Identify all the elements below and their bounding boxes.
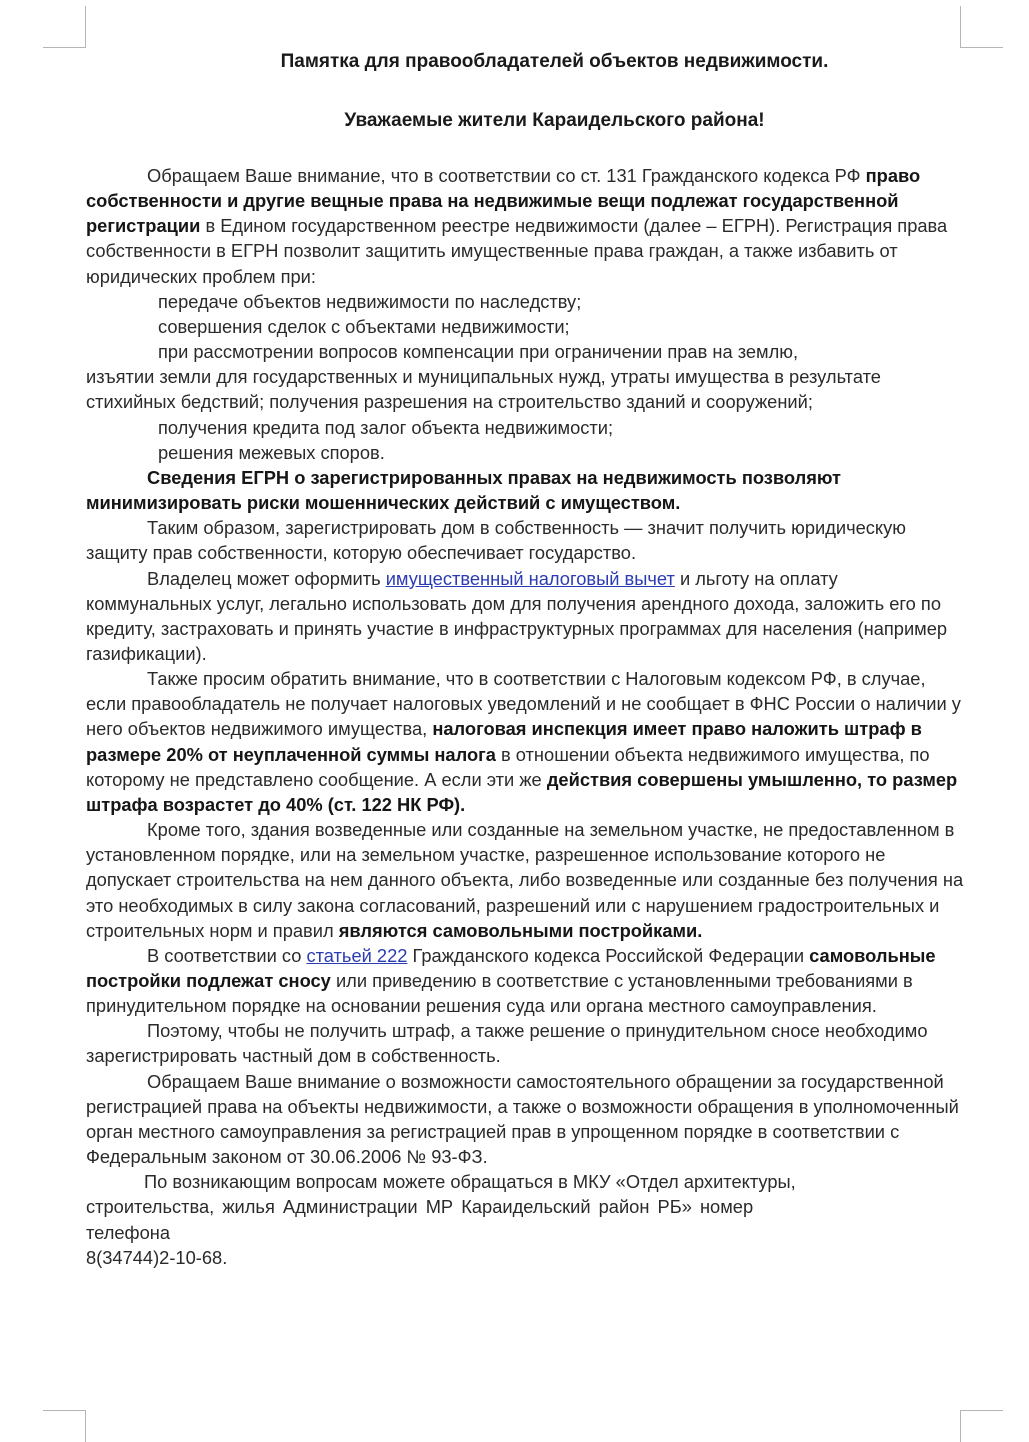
crop-mark-bottom-right	[960, 1410, 1003, 1442]
paragraph-article-222: В соответствии со статьей 222 Гражданского кодекса Российской Федерации самовольные постройки подлежат сносу или приведению в соответствие с установленными требованиями в принудительном порядке на основании решения суда или органа местного самоуправления.	[86, 944, 936, 1017]
paragraph-owner-benefits: Владелец может оформить имущественный налоговый вычет и льготу на оплату коммунальных услуг, легально использовать дом для получения арендного дохода, заложить его по кредиту, застраховать и принять участие в инфраструктурных программах для населения (например газификации).	[86, 567, 948, 664]
bullet-item: решения межевых споров.	[158, 441, 385, 463]
article-222-link[interactable]: статьей 222	[306, 944, 408, 966]
paragraph-tax-fine: Также просим обратить внимание, что в соответствии с Налоговым кодексом РФ, в случае, если правообладатель не получает налоговых уведомлений и не сообщает в ФНС России о наличии у него объектов недвижимого имущества, налоговая инспекция имеет право наложить штраф в размере 20% от неуплаченной суммы налога в отношении объекта недвижимого имущества, по которому не представлено сообщение. А если эти же действия совершены умышленно, то размер штрафа возрастет до 40% (ст. 122 НК РФ).	[86, 668, 961, 815]
contact-line-2: строительства, жилья Администрации МР Караидельский район РБ» номер	[86, 1196, 754, 1218]
contact-phone: 8(34744)2-10-68.	[86, 1246, 228, 1268]
bullet-item: совершения сделок с объектами недвижимости;	[158, 315, 570, 337]
paragraph-registration: Обращаем Ваше внимание, что в соответствии со ст. 131 Гражданского кодекса РФ право собственности и другие вещные права на недвижимые вещи подлежат государственной регистрации в Едином государственном реестре недвижимости (далее – ЕГРН). Регистрация права собственности в ЕГРН позволит защитить имущественные права граждан, а также избавить от юридических проблем при:	[86, 165, 948, 287]
crop-mark-top-left	[43, 6, 86, 48]
contact-line-1: По возникающим вопросам можете обращаться в МКУ «Отдел архитектуры,	[144, 1171, 796, 1193]
memo-title: Памятка для правообладателей объектов недвижимости.	[280, 51, 829, 72]
bullet-continuation: изъятии земли для государственных и муниципальных нужд, утраты имущества в результате стихийных бедствий; получения разрешения на строительство зданий и сооружений;	[86, 366, 881, 413]
paragraph-legal-protection: Таким образом, зарегистрировать дом в собственность — значит получить юридическую защиту прав собственности, которую обеспечивает государство.	[86, 517, 906, 564]
bullet-item: получения кредита под залог объекта недвижимости;	[158, 416, 614, 438]
memo-body	[86, 163, 966, 1270]
bullet-item: передаче объектов недвижимости по наследству;	[158, 290, 582, 312]
bullet-item: при рассмотрении вопросов компенсации при ограничении прав на землю,	[158, 341, 799, 363]
tax-deduction-link[interactable]: имущественный налоговый вычет	[385, 567, 675, 589]
contact-line-3: телефона	[86, 1221, 171, 1243]
memo-greeting: Уважаемые жители Караидельского района!	[344, 110, 765, 131]
crop-mark-bottom-left	[43, 1410, 86, 1442]
registration-requirement: право собственности и другие вещные права на недвижимые вещи подлежат государственной регистрации	[86, 165, 921, 237]
paragraph-self-registration: Обращаем Ваше внимание о возможности самостоятельного обращении за государственной регистрацией права на объекты недвижимости, а также о возможности обращения в уполномоченный орган местного самоуправления за регистрацией прав в упрощенном порядке в соответствии с Федеральным законом от 30.06.2006 № 93-ФЗ.	[86, 1070, 959, 1168]
paragraph-egrn-info: Сведения ЕГРН о зарегистрированных правах на недвижимость позволяют минимизировать риски мошеннических действий с имуществом.	[86, 466, 841, 514]
paragraph-conclusion: Поэтому, чтобы не получить штраф, а также решение о принудительном сносе необходимо зарегистрировать частный дом в собственность.	[86, 1020, 928, 1067]
paragraph-unauthorized-buildings: Кроме того, здания возведенные или созданные на земельном участке, не предоставленном в установленном порядке, или на земельном участке, разрешенное использование которого не допускает строительства на нем данного объекта, либо возведенные или созданные без получения на это необходимых в силу закона согласований, разрешений или с нарушением градостроительных и строительных норм и правил являются самовольными постройками.	[86, 819, 964, 941]
crop-mark-top-right	[960, 6, 1003, 48]
